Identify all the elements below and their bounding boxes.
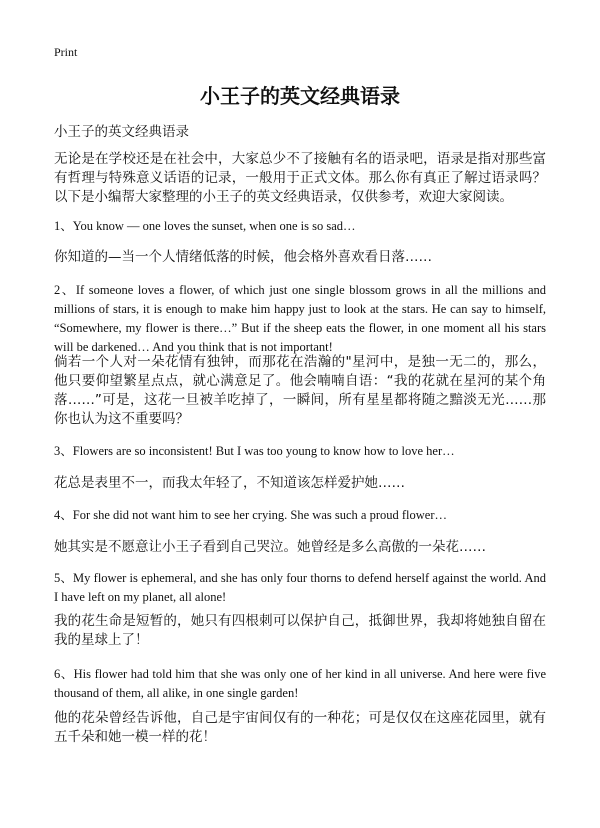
- quote-2-english: 2、If someone loves a flower, of which just one single blossom grows in all the millions and millions of stars, it is enough to make him happy just to look at the stars. He can say to himself, “Somewhere, my flower is there…” But if the sheep eats the flower, in one moment all his stars will be darkened… And you think that is not important!: [54, 283, 546, 354]
- quote-1-english: 1、You know — one loves the sunset, when one is so sad…: [54, 219, 356, 233]
- quote-2-chinese: 倘若一个人对一朵花情有独钟，而那花在浩瀚的"星河中，是独一无二的，那么，他只要仰望繁星点点，就心满意足了。他会喃喃自语：“我的花就在星河的某个角落……”可是，这花一旦被羊吃掉了，一瞬间，所有星星都将随之黯淡无光……那你也认为这不重要吗？: [54, 354, 546, 427]
- intro-paragraph: 无论是在学校还是在社会中，大家总少不了接触有名的语录吧，语录是指对那些富有哲理与特殊意义话语的记录，一般用于正式文体。那么你有真正了解过语录吗？以下是小编帮大家整理的小王子的英文经典语录，仅供参考，欢迎大家阅读。: [54, 151, 546, 205]
- print-label: Print: [54, 45, 78, 59]
- quote-3-chinese: 花总是表里不一，而我太年轻了，不知道该怎样爱护她……: [54, 475, 405, 491]
- quote-3-english: 3、Flowers are so inconsistent! But I was too young to know how to love her…: [54, 444, 455, 458]
- quote-4-chinese: 她其实是不愿意让小王子看到自己哭泣。她曾经是多么高傲的一朵花……: [54, 539, 486, 555]
- quote-4-english: 4、For she did not want him to see her crying. She was such a proud flower…: [54, 508, 447, 522]
- quote-6-english: 6、His flower had told him that she was only one of her kind in all universe. And here were five thousand of them, all alike, in one single garden!: [54, 667, 546, 700]
- quote-5-chinese: 我的花生命是短暂的，她只有四根刺可以保护自己，抵御世界，我却将她独自留在我的星球上了！: [54, 613, 546, 648]
- quote-6-chinese: 他的花朵曾经告诉他，自己是宇宙间仅有的一种花；可是仅仅在这座花园里，就有五千朵和她一模一样的花！: [54, 710, 546, 745]
- quote-1-chinese: 你知道的—当一个人情绪低落的时候，他会格外喜欢看日落……: [54, 249, 432, 265]
- quote-5-english: 5、My flower is ephemeral, and she has only four thorns to defend herself against the world. And I have left on my planet, all alone!: [54, 571, 546, 604]
- document-subtitle: 小王子的英文经典语录: [54, 124, 189, 140]
- document-title: 小王子的英文经典语录: [200, 84, 400, 108]
